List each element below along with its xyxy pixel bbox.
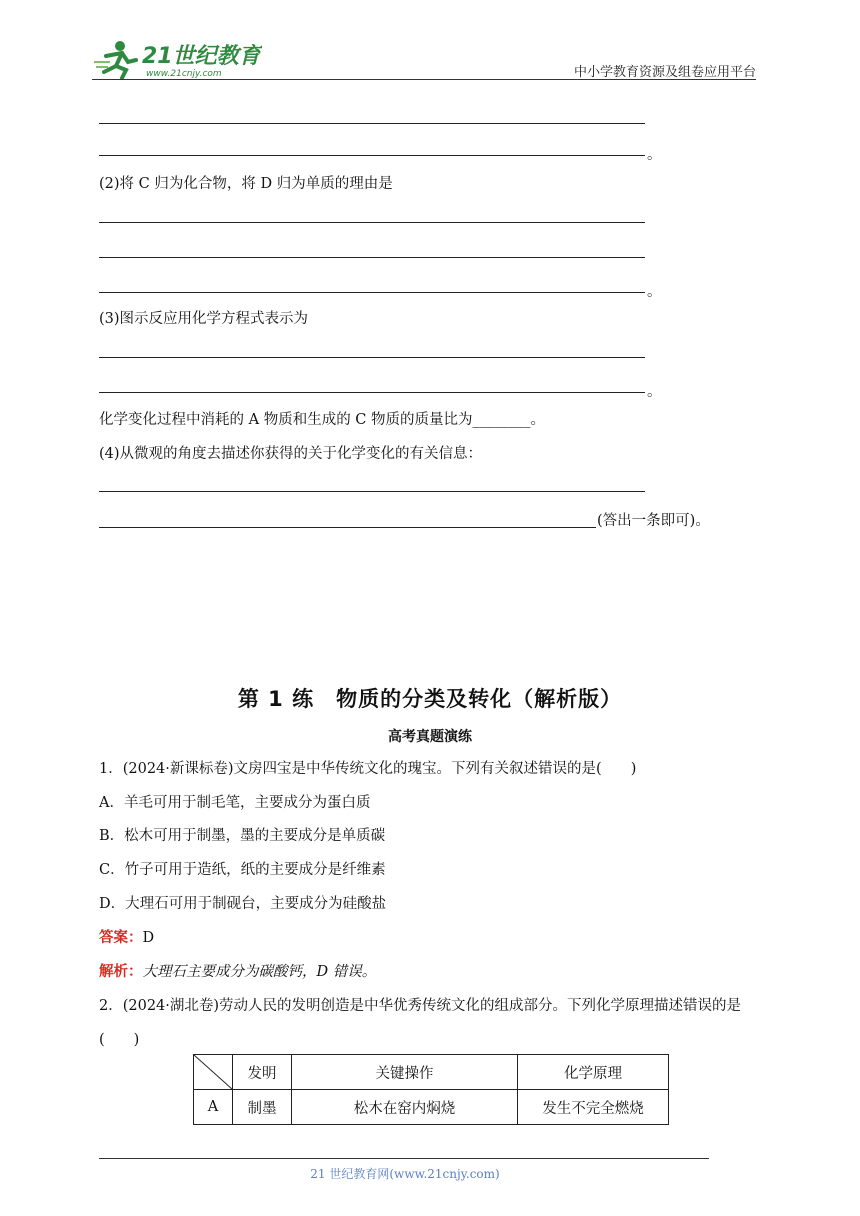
answer-line[interactable] <box>99 123 645 124</box>
q3-ratio-prompt: 化学变化过程中消耗的 A 物质和生成的 C 物质的质量比为________。 <box>99 412 546 428</box>
table-header-row <box>194 1055 669 1090</box>
header-divider <box>92 79 756 80</box>
q3-prompt: (3)图示反应用化学方程式表示为 <box>99 311 309 327</box>
answer-label: 答案： <box>99 929 143 946</box>
q2-stem: 2．(2024·湖北卷)劳动人民的发明创造是中华优秀传统文化的组成部分。下列化学原理描述错误的是 <box>99 998 742 1014</box>
table-header-cell: 发明 <box>233 1055 292 1090</box>
q1-option-b[interactable]: B．松木可用于制墨，墨的主要成分是单质碳 <box>99 828 386 844</box>
platform-tagline: 中小学教育资源及组卷应用平台 <box>573 65 756 80</box>
q1-option-c[interactable]: C．竹子可用于造纸，纸的主要成分是纤维素 <box>99 862 386 878</box>
answer-line[interactable] <box>99 357 645 358</box>
table-cell: A <box>194 1090 233 1125</box>
section-subtitle: 高考真题演练 <box>388 729 472 745</box>
logo-url: www.21cnjy.com <box>146 69 222 79</box>
q1-option-d[interactable]: D．大理石可用于制砚台，主要成分为硅酸盐 <box>99 896 387 912</box>
answer-line[interactable] <box>99 292 645 293</box>
q2-table <box>193 1054 669 1125</box>
answer-line[interactable] <box>99 222 645 223</box>
q1-answer <box>99 928 154 948</box>
table-header-cell: 关键操作 <box>292 1055 518 1090</box>
section-title: 第 1 练 物质的分类及转化（解析版） <box>237 687 623 711</box>
table-row <box>194 1090 669 1125</box>
q4-suffix: (答出一条即可)。 <box>597 513 710 529</box>
footer-divider <box>99 1158 709 1159</box>
analysis-text: 大理石主要成分为碳酸钙，D 错误。 <box>142 964 377 980</box>
table-cell: 制墨 <box>233 1090 292 1125</box>
q2-prompt: (2)将 C 归为化合物，将 D 归为单质的理由是 <box>99 176 393 192</box>
analysis-label: 解析： <box>99 963 143 980</box>
logo-text: 21世纪教育 <box>142 44 261 69</box>
runner-icon <box>94 41 136 78</box>
answer-line[interactable] <box>99 155 645 156</box>
q1-option-a[interactable]: A．羊毛可用于制毛笔，主要成分为蛋白质 <box>99 795 371 811</box>
answer-line[interactable] <box>99 257 645 258</box>
q1-stem: 1．(2024·新课标卷)文房四宝是中华传统文化的瑰宝。下列有关叙述错误的是( ) <box>99 761 637 777</box>
site-logo <box>92 36 262 80</box>
table-cell: 发生不完全燃烧 <box>518 1090 669 1125</box>
line-period: 。 <box>647 284 662 300</box>
answer-value: D <box>142 930 155 946</box>
table-cell: 松木在窑内焖烧 <box>292 1090 518 1125</box>
footer-link[interactable]: 21 世纪教育网(www.21cnjy.com) <box>310 1167 500 1181</box>
answer-line[interactable] <box>99 527 596 528</box>
line-period: 。 <box>647 147 662 163</box>
table-header-cell: 化学原理 <box>518 1055 669 1090</box>
answer-line[interactable] <box>99 392 645 393</box>
q4-prompt: (4)从微观的角度去描述你获得的关于化学变化的有关信息： <box>99 446 483 462</box>
q1-analysis <box>99 962 376 982</box>
answer-line[interactable] <box>99 491 645 492</box>
diagonal-header-cell <box>194 1055 233 1090</box>
q2-bracket: ( ) <box>99 1032 140 1048</box>
line-period: 。 <box>647 384 662 400</box>
